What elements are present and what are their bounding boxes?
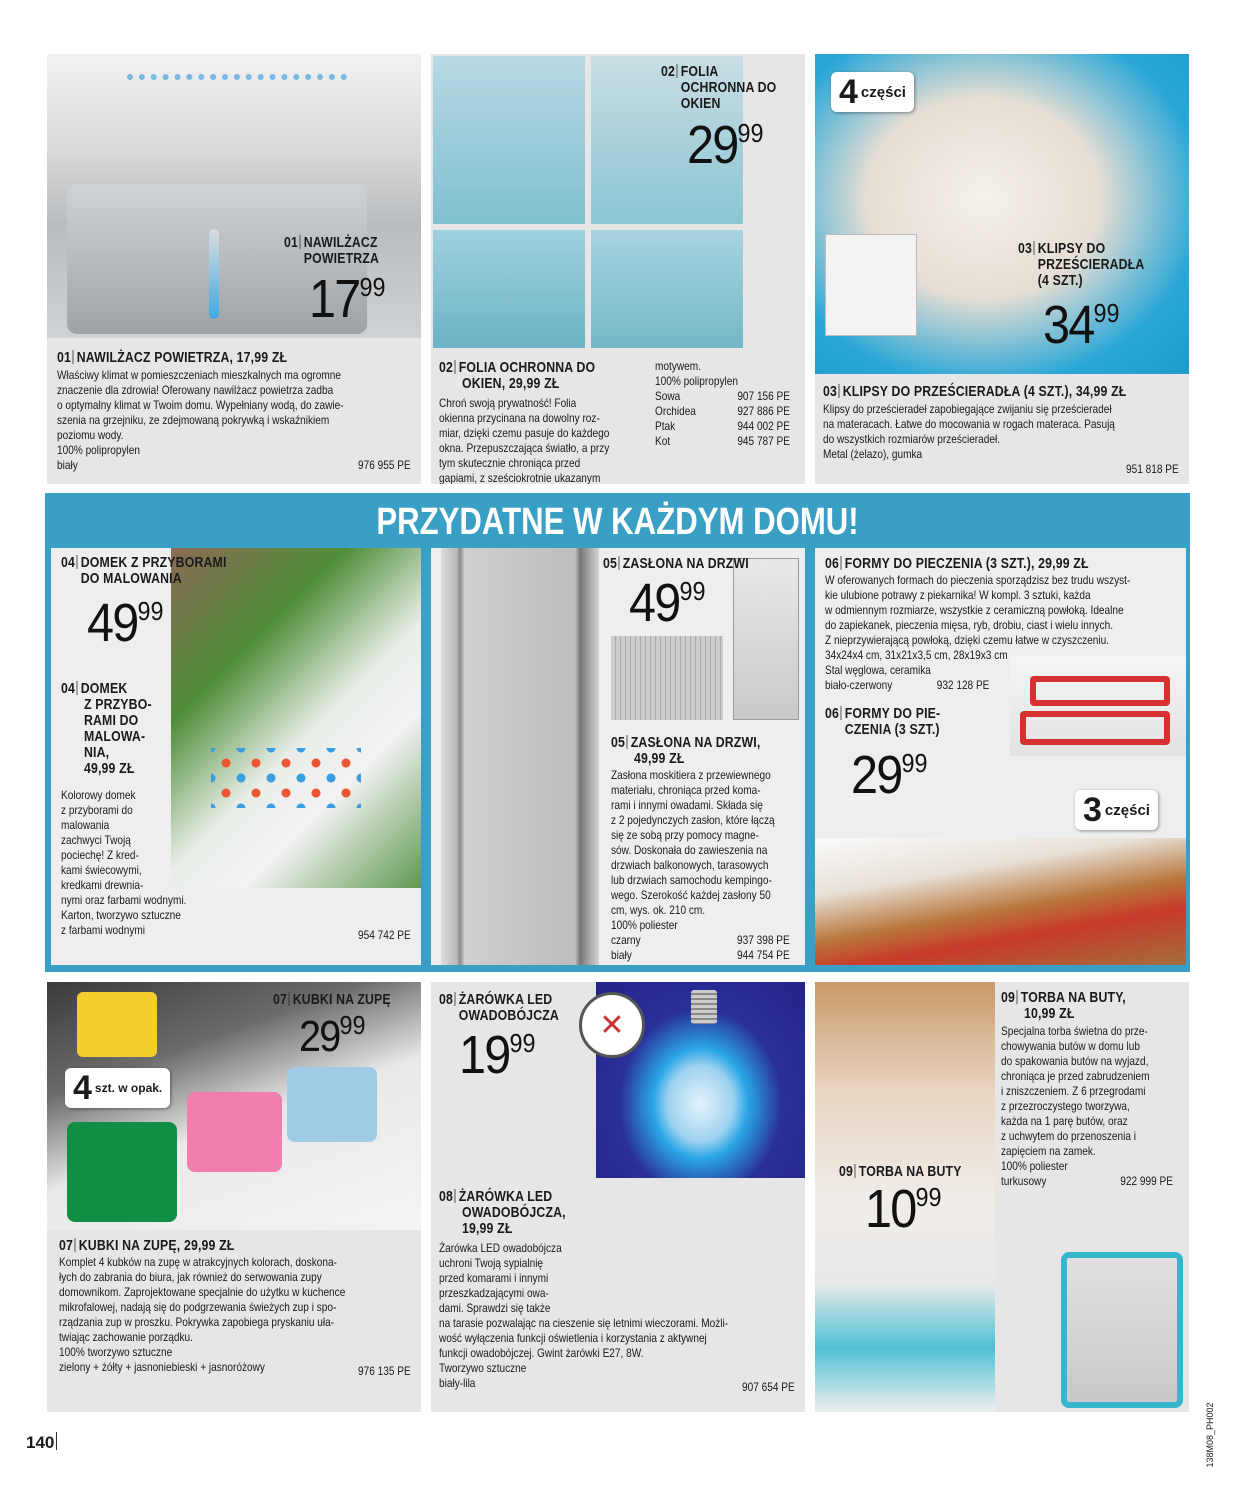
product-07-panel [47, 982, 421, 1412]
product-08-description: Żarówka LED owadobójcza uchroni Twoją sypialnię przed komarami i innymi przeszkadzającymi owa- dami. Sprawdzi się także na tarasie pozwalając na cieszenie się letnimi wieczorami. Możli- wość wyłączenia funkcji oświetlenia i korzystania z aktywnej funkcji owadobójczej. Gwint żarówki E27, 8W. Tworzywo sztuczne biały-lila [439, 1241, 729, 1390]
product-03-code: 951 818 PE [1126, 462, 1179, 476]
page-number: 140 [26, 1432, 61, 1453]
window-film-image-bird [591, 230, 743, 348]
product-07-price: $29^{99}$ [299, 1010, 366, 1061]
product-01-code: 976 955 PE [358, 458, 411, 472]
product-09-description: Specjalna torba świetna do prze- chowywania butów w domu lub do spakowania butów na wyjazd, chroniąca je przed zabrudzeniem i zniszczeniem. Z 6 przegrodami z przezroczystego tworzywa, każda na 1 parę butów, oraz z uchwytem do przenoszenia i zapięciem na zamek. 100% poliester turkusowy 922 999 PE [1001, 1024, 1173, 1188]
product-04-panel [51, 548, 421, 965]
product-07-image-title: 07 KUBKI NA ZUPĘ [273, 991, 391, 1008]
product-09-panel [815, 982, 1189, 1412]
product-08-code: 907 654 PE [742, 1380, 795, 1394]
product-06-panel [815, 548, 1186, 965]
product-04-code: 954 742 PE [358, 928, 411, 942]
sheet-clips-inset-image [825, 234, 917, 336]
product-03-image-title: 03 KLIPSY DO PRZEŚCIERADŁA (4 SZT.) [1018, 240, 1144, 289]
product-09-image-title: 09 TORBA NA BUTY [839, 1163, 962, 1180]
product-08-image-title: 08 ŻARÓWKA LED OWADOBÓJCZA [439, 991, 559, 1024]
product-03-title: 03 KLIPSY DO PRZEŚCIERADŁA (4 SZT.), 34,99 ZŁ [823, 383, 1127, 400]
variant-row: czarny 937 398 PE [611, 933, 790, 947]
product-06-image-title: 06 FORMY DO PIE-CZENIA (3 SZT.) [825, 705, 941, 738]
product-04-image-title: 04 DOMEK Z PRZYBORAMI DO MALOWANIA [61, 554, 227, 587]
product-03-panel [815, 54, 1189, 484]
door-curtain-image [441, 548, 599, 965]
product-06-title: 06 FORMY DO PIECZENIA (3 SZT.), 29,99 ZŁ [825, 555, 1089, 572]
product-05-title: 05 ZASŁONA NA DRZWI, 49,99 ZŁ [611, 734, 761, 767]
product-01-title: 01 NAWILŻACZ POWIETRZA, 17,99 ZŁ [57, 349, 288, 366]
product-07-title: 07 KUBKI NA ZUPĘ, 29,99 ZŁ [59, 1237, 235, 1254]
print-code: 138M08_PH002 [1205, 1402, 1215, 1468]
product-01-price: $17^{99}$ [309, 269, 386, 329]
product-08-price: $19^{99}$ [459, 1025, 536, 1085]
variant-row: Kot 945 787 PE [655, 434, 791, 448]
product-09-title: 09 TORBA NA BUTY, 10,99 ZŁ [1001, 989, 1126, 1022]
product-02-description: Chroń swoją prywatność! Folia okienna przycinana na dowolny roz- miar, dzięki czemu pasuje do każdego okna. Przepuszczająca światło, a przy tym skutecznie chroniąca przed gapiami, z sześciokrotnie ukazanym [439, 396, 610, 484]
parts-badge: 3 części [1075, 790, 1158, 830]
product-01-description: Właściwy klimat w pomieszczeniach mieszkalnych ma ogromne znaczenie dla zdrowia! Oferowany nawilżacz powietrza zadba o optymalny klimat w Twoim domu. Wypełniany wodą, do zawie- szenia na grzejniku, ze zdejmowaną pokrywką i wskaźnikiem poziomu wody. 100% polipropylen biały [57, 368, 344, 472]
variant-row: turkusowy 922 999 PE [1001, 1174, 1173, 1188]
product-01-image-title: 01 NAWILŻACZ POWIETRZA [284, 234, 380, 267]
product-02-panel [431, 54, 805, 484]
product-08-panel [431, 982, 805, 1412]
product-09-price: $10^{99}$ [865, 1179, 942, 1239]
product-07-description: Komplet 4 kubków na zupę w atrakcyjnych kolorach, doskona- łych do zabrania do biura, jak również do serwowania zupy domownikom. Zaprojektowane specjalnie do użytku w kuchence mikrofalowej, nadają się do podgrzewania świeżych zup i spo- rządzania zup w proszku. Pokrywka zapobiega pryskaniu uła- twiając zachowanie porządku. 100% tworzywo sztuczne zielony + żółty + jasnoniebieski + jasnoróżowy [59, 1255, 346, 1374]
product-05-description: Zasłona moskitiera z przewiewnego materiału, chroniąca przed koma- rami i innymi owadami. Składa się z 2 pojedynczych zasłon, które łączą się ze sobą przy pomocy magne- sów. Doskonała do zawieszenia na drzwiach balkonowych, tarasowych lub drzwiach samochodu kempingo- wego. Szerokość każdej zasłony 50 cm, wys. ok. 210 cm. 100% poliester czarny 937 398 PE biały 944 754 PE [611, 768, 790, 962]
product-04-title: 04 DOMEK Z PRZYBO- RAMI DO MALOWA- NIA, 49,99 ZŁ [61, 680, 152, 777]
window-film-image-orchid [433, 230, 585, 348]
product-02-image-title: 02 FOLIA OCHRONNA DO OKIEN [661, 63, 777, 112]
product-05-price: $49^{99}$ [629, 573, 706, 633]
product-05-panel [431, 548, 805, 965]
product-04-price: $49^{99}$ [87, 593, 164, 653]
door-curtain-white-image [733, 558, 799, 720]
pack-badge: 4 szt. w opak. [65, 1068, 170, 1108]
product-07-code: 976 135 PE [358, 1364, 411, 1378]
product-03-description: Klipsy do prześcieradeł zapobiegające zwijaniu się prześcieradeł na materacach. Łatwe do mocowania w rogach materaca. Pasują do wszystkich rozmiarów prześcieradeł. Metal (żelazo), gumka [823, 402, 1115, 461]
product-02-price: $29^{99}$ [687, 115, 764, 175]
product-06-price: $29^{99}$ [851, 745, 928, 805]
roast-chicken-image [815, 838, 1186, 965]
product-02-variants: motywem. 100% polipropylen Sowa 907 156 PE Orchidea 927 886 PE Ptak 944 002 PE Kot 945 787 PE [655, 359, 791, 448]
variant-row: Ptak 944 002 PE [655, 419, 791, 433]
parts-badge: 4 części [831, 72, 914, 112]
no-insects-icon: ✕ [579, 992, 645, 1058]
variant-row: biały 944 754 PE [611, 948, 790, 962]
product-02-title: 02 FOLIA OCHRONNA DO OKIEN, 29,99 ZŁ [439, 359, 596, 392]
section-banner: PRZYDATNE W KAŻDYM DOMU! [376, 501, 859, 543]
shoe-bag-open-image [1061, 1252, 1183, 1408]
product-01-panel [47, 54, 421, 484]
product-08-title: 08 ŻARÓWKA LED OWADOBÓJCZA, 19,99 ZŁ [439, 1188, 566, 1237]
window-film-image-owl [433, 56, 585, 224]
door-curtain-detail-image [611, 636, 723, 720]
product-05-image-title: 05 ZASŁONA NA DRZWI [603, 555, 749, 572]
product-03-price: $34^{99}$ [1043, 295, 1120, 355]
product-04-description: Kolorowy domek z przyborami do malowania zachwyci Twoją pociechę! Z kred- kami świecowymi, kredkami drewnia- nymi oraz farbami wodnymi. Karton, tworzywo sztuczne z farbami wodnymi [61, 788, 187, 937]
product-06-description: W oferowanych formach do pieczenia sporządzisz bez trudu wszyst- kie ulubione potrawy z piekarnika! W kompl. 3 sztuki, każda w odmiennym rozmiarze, wszystkie z ceramiczną powłoką. Idealne do zapiekanek, pieczenia mięsa, ryb, drobiu, ciast i wielu innych. Z nieprzywierającą powłoką, dzięki czemu łatwe w czyszczeniu. 34x24x4 cm, 31x21x3,5 cm, 28x19x3 cm Stal węglowa, ceramika biało-czerwony 932 128 PE [825, 573, 1131, 692]
variant-row: biało-czerwony 932 128 PE [825, 678, 990, 692]
variant-row: Orchidea 927 886 PE [655, 404, 791, 418]
variant-row: Sowa 907 156 PE [655, 389, 791, 403]
